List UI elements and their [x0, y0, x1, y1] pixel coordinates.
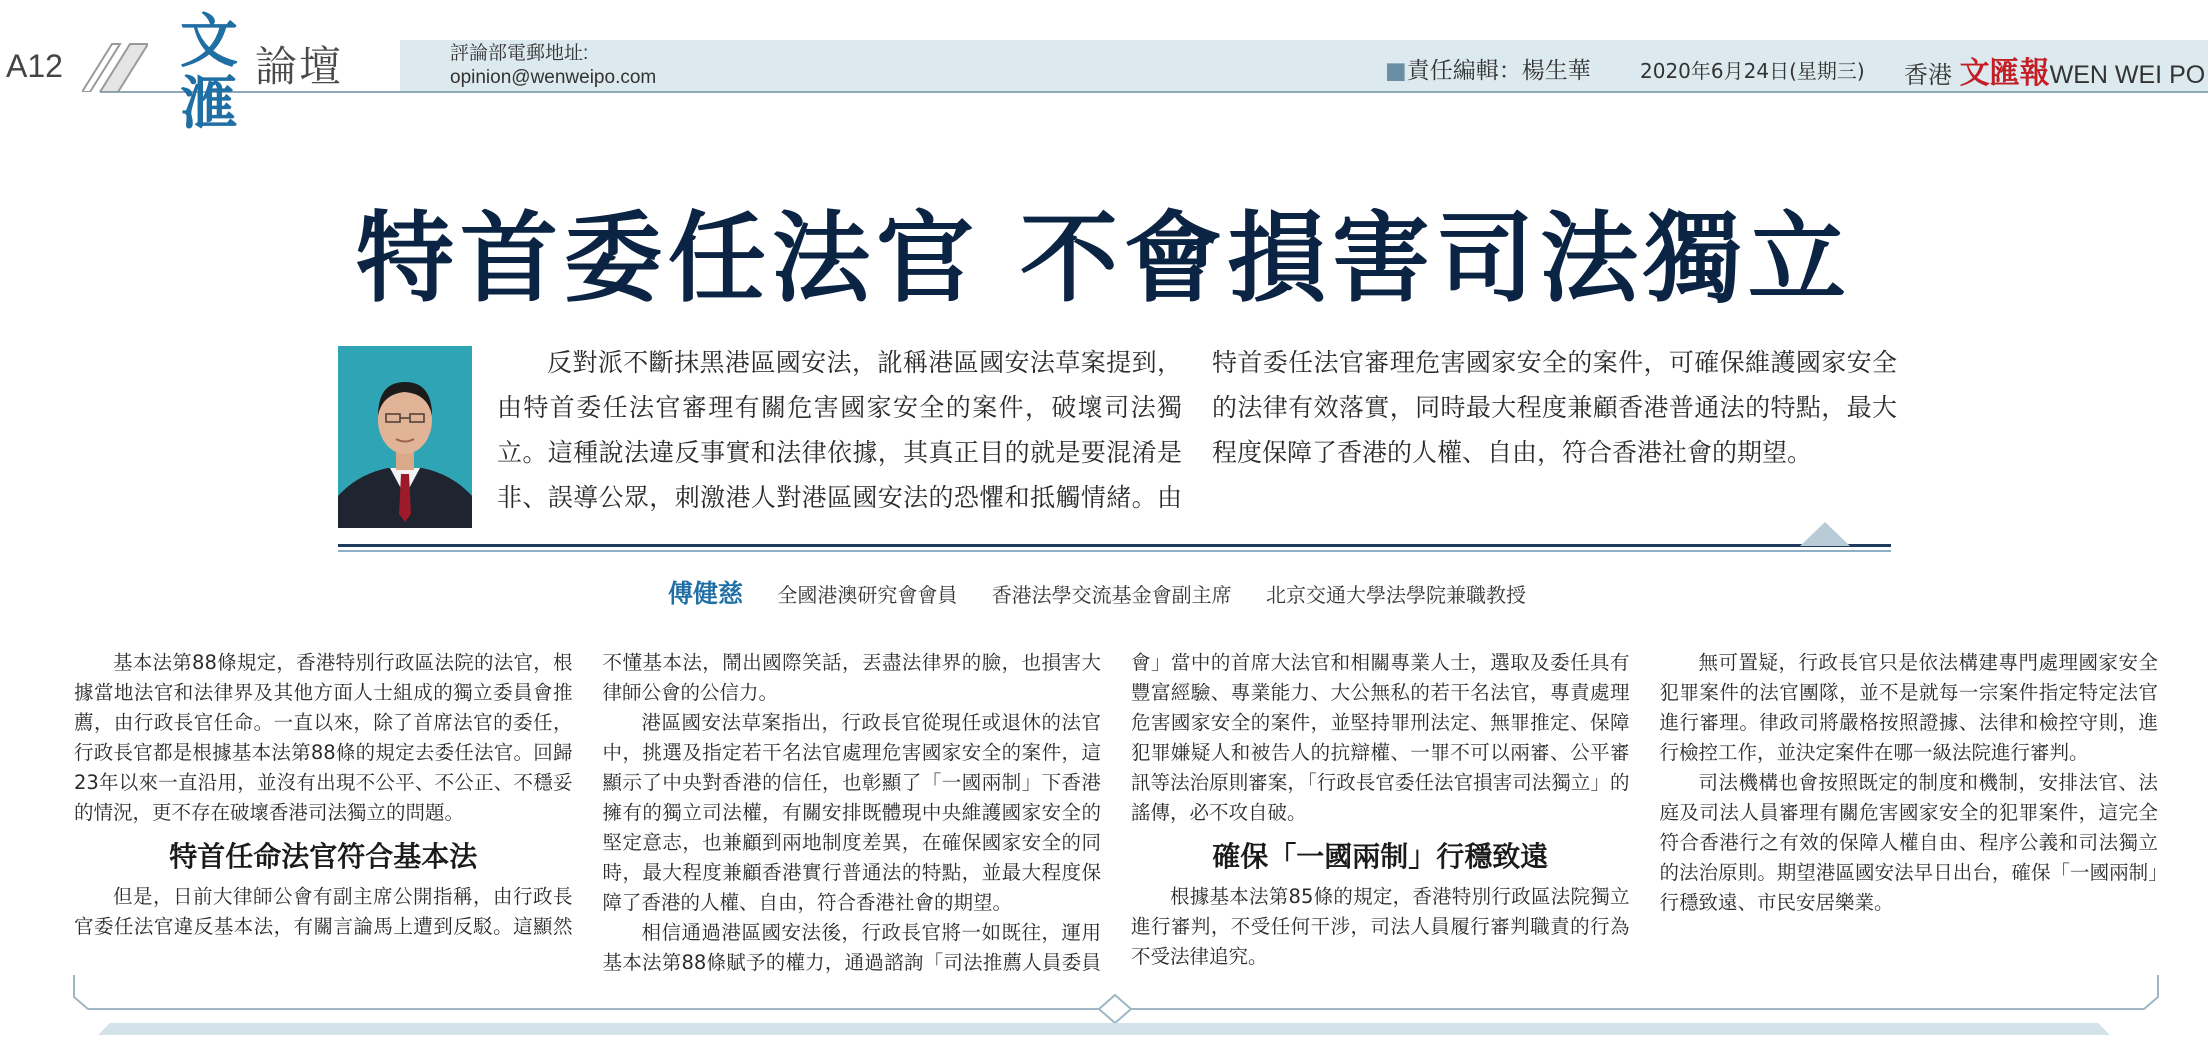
lead-paragraph: [497, 340, 1897, 520]
body-paragraph: 根據基本法第85條的規定，香港特別行政區法院獨立進行審判，不受任何干涉，司法人員履行審判職責的行為不受法律追究。: [1131, 885, 1630, 968]
author-title-1: 全國港澳研究會會員: [777, 583, 958, 607]
section-logo-char-2: 滙: [180, 69, 239, 137]
lead-rule-accent: [338, 550, 1891, 552]
article-body: [74, 648, 2158, 988]
author-name: 傅健慈: [667, 579, 743, 608]
author-title-3: 北京交通大學法學院兼職教授: [1266, 583, 1527, 607]
author-portrait: [338, 346, 472, 528]
paper-name-en: WEN WEI PO: [2049, 61, 2206, 89]
body-paragraph: 但是，日前大律師公會有副主席公開指稱，由行政長官委任法官違反基本法，有關言論馬上遭到反駁。這顯然不懂基本法，鬧出國際笑話，丟盡法律界的臉，也損害大律師公會的公信力。: [74, 651, 1101, 938]
byline: [0, 574, 2208, 610]
body-paragraph: 無可置疑，行政長官只是依法構建專門處理國家安全犯罪案件的法官團隊，並不是就每一宗案件指定特定法官進行審理。律政司將嚴格按照證據、法律和檢控守則，進行檢控工作，並決定案件在哪一級法院進行審判。: [1659, 651, 2158, 764]
slash-icon: [82, 38, 148, 92]
subheading: 確保「一國兩制」行穩致遠: [1212, 840, 1549, 873]
editor-credit: [1385, 52, 1591, 85]
lead-rule: [338, 544, 1891, 547]
header-rule: [100, 91, 2208, 93]
section-name: 論壇: [255, 42, 344, 91]
body-paragraph: 相信通過港區國安法後，行政長官將一如既往，運用基本法第88條賦予的權力，通過諮詢「司法推薦人員委員會」當中的首席大法官和相關專業人士，選取及委任具有豐富經驗、專業能力、大公無私的若干名法官，專責處理危害國家安全的案件，並堅持罪刑法定、無罪推定、保障犯罪嫌疑人和被告人的抗辯權、一罪不可以兩審、公平審訊等法治原則審案，「行政長官委任法官損害司法獨立」的謠傳，必不攻自破。: [602, 651, 1630, 974]
page-number: A12: [6, 48, 63, 84]
contact-label: 評論部電郵地址:: [450, 43, 589, 64]
body-paragraph: 司法機構也會按照既定的制度和機制，安排法官、法庭及司法人員審理有關危害國家安全的犯罪案件，這完全符合香港行之有效的保障人權自由、程序公義和司法獨立的法治原則。期望港區國安法早日出台，確保「一國兩制」行穩致遠、市民安居樂業。: [1659, 771, 2158, 914]
region-label: 香港: [1904, 61, 1952, 89]
body-paragraph: 基本法第88條規定，香港特別行政區法院的法官，根據當地法官和法律界及其他方面人士組成的獨立委員會推薦，由行政長官任命。一直以來，除了首席法官的委任，行政長官都是根據基本法第88條的規定去委任法官。回歸23年以來一直沿用，並沒有出現不公平、不公正、不穩妥的情況，更不存在破壞香港司法獨立的問題。: [74, 651, 573, 824]
author-title-2: 香港法學交流基金會副主席: [991, 583, 1232, 607]
body-paragraph: 港區國安法草案指出，行政長官從現任或退休的法官中，挑選及指定若干名法官處理危害國家安全的案件，這顯示了中央對香港的信任，也彰顯了「一國兩制」下香港擁有的獨立司法權，有關安排既體現中央維護國家安全的堅定意志，也兼顧到兩地制度差異，在確保國家安全的同時，最大程度兼顧香港實行普通法的特點，並最大程度保障了香港的人權、自由，符合香港社會的期望。: [602, 711, 1101, 914]
paper-logo: [1904, 48, 2205, 92]
contact-email[interactable]: opinion@wenweipo.com: [450, 67, 657, 88]
headline: 特首委任法官 不會損害司法獨立: [355, 201, 1853, 316]
section-logo-char-1: 文: [180, 7, 239, 75]
square-bullet-icon: ■: [1385, 58, 1407, 84]
subheading: 特首任命法官符合基本法: [169, 840, 478, 873]
rule-triangle-icon: [1800, 522, 1850, 546]
bottom-frame: [0, 975, 2208, 1055]
publication-date: 2020年6月24日(星期三): [1640, 59, 1865, 83]
contact-block: [450, 42, 656, 90]
paper-name: 文匯報: [1959, 56, 2050, 91]
editor-name: 責任編輯：楊生華: [1406, 58, 1591, 84]
lead-text: 反對派不斷抹黑港區國安法，訛稱港區國安法草案提到，由特首委任法官審理有關危害國家安全的案件，破壞司法獨立。這種說法違反事實和法律依據，其真正目的就是要混淆是非、誤導公眾，刺激港人對港區國安法的恐懼和抵觸情緒。由特首委任法官審理危害國家安全的案件，可確保維護國家安全的法律有效落實，同時最大程度兼顧香港普通法的特點，最大程度保障了香港的人權、自由，符合香港社會的期望。: [497, 348, 1897, 512]
